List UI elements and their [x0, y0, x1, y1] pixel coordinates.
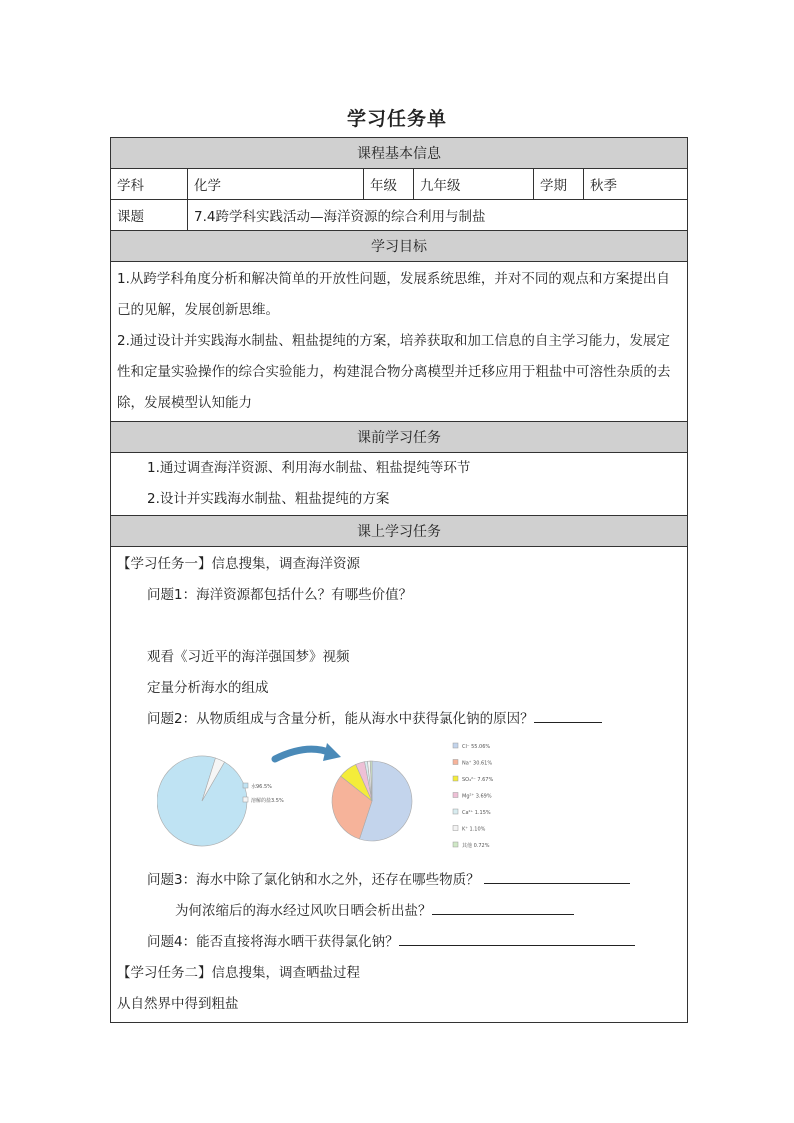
arrow-icon: [275, 749, 331, 759]
term-value: 秋季: [584, 169, 688, 200]
answer-blank-q3b[interactable]: [432, 900, 574, 915]
section-pre-tasks-label: 课前学习任务: [357, 430, 442, 446]
topic-label: 课题: [111, 200, 188, 231]
document-title: 学习任务单: [346, 108, 447, 130]
pie-seawater-water-salt: [157, 756, 247, 846]
legend-water: 水96.5%: [251, 784, 272, 790]
legend-ion-1: Na⁺ 30.61%: [462, 760, 493, 767]
question-3b-line: [117, 896, 681, 927]
answer-blank-q3[interactable]: [484, 869, 630, 884]
class-tasks-content: [111, 547, 688, 1023]
legend-swatch-ion-1: [453, 760, 458, 765]
objectives-content: [111, 262, 688, 422]
answer-blank-q2[interactable]: [534, 708, 602, 723]
grade-value: 九年级: [414, 169, 534, 200]
topic-value: 7.4跨学科实践活动—海洋资源的综合利用与制盐: [188, 200, 688, 231]
task2-title: 【学习任务二】信息搜集，调查晒盐过程: [117, 965, 360, 981]
question-2-line: [117, 704, 681, 735]
legend-swatch-ion-2: [453, 776, 458, 781]
pie-salt-ions: [332, 761, 412, 841]
objective-2: 2.通过设计并实践海水制盐、粗盐提纯的方案，培养获取和加工信息的自主学习能力，发展定性和定量实验操作的综合实验能力，构建混合物分离模型并迁移应用于粗盐中可溶性杂质的去除，发展模型认知能力: [117, 333, 671, 411]
legend-swatch-ion-5: [453, 826, 458, 831]
legend-ion-3: Mg²⁺ 3.69%: [462, 793, 492, 800]
answer-space: [117, 611, 681, 642]
legend-swatch-salt: [243, 797, 248, 802]
section-class-tasks-label: 课上学习任务: [357, 524, 442, 540]
legend-swatch-ion-0: [453, 743, 458, 748]
video-note: 观看《习近平的海洋强国梦》视频: [147, 649, 350, 665]
question-3: 问题3：海水中除了氯化钠和水之外，还存在哪些物质？: [147, 872, 480, 888]
task-sheet-table: [110, 137, 688, 1023]
analysis-note: 定量分析海水的组成: [147, 680, 269, 696]
answer-blank-q4[interactable]: [399, 931, 635, 946]
arrow-head-icon: [323, 743, 341, 761]
legend-swatch-ion-4: [453, 809, 458, 814]
question-4-line: [117, 927, 681, 958]
legend-swatch-water: [243, 783, 248, 788]
pre-task-1: 1.通过调查海洋资源、利用海水制盐、粗盐提纯等环节: [147, 460, 471, 476]
section-objectives: [111, 231, 688, 262]
legend-ion-6: 其他 0.72%: [462, 843, 490, 849]
section-objectives-label: 学习目标: [371, 239, 428, 255]
subject-label: 学科: [111, 169, 188, 200]
section-basic-info-label: 课程基本信息: [357, 146, 442, 162]
seawater-composition-figure: [117, 735, 681, 865]
question-1: 问题1：海洋资源都包括什么？有哪些价值？: [147, 587, 413, 603]
pre-task-2: 2.设计并实践海水制盐、粗盐提纯的方案: [147, 491, 390, 507]
task1-title: 【学习任务一】信息搜集，调查海洋资源: [117, 556, 360, 572]
grade-label: 年级: [364, 169, 414, 200]
from-nature-note: 从自然界中得到粗盐: [117, 996, 239, 1012]
legend-ion-4: Ca²⁺ 1.15%: [462, 810, 491, 816]
question-3-line: [117, 865, 681, 896]
legend-swatch-ion-3: [453, 793, 458, 798]
pre-tasks-content: [111, 453, 688, 516]
question-4: 问题4：能否直接将海水晒干获得氯化钠？: [147, 934, 399, 950]
question-2: 问题2：从物质组成与含量分析，能从海水中获得氯化钠的原因？: [147, 711, 534, 727]
legend-ion-0: Cl⁻ 55.06%: [462, 744, 491, 750]
legend-ion-2: SO₄²⁻ 7.67%: [462, 777, 494, 783]
objective-1: 1.从跨学科角度分析和解决简单的开放性问题，发展系统思维，并对不同的观点和方案提出自己的见解，发展创新思维。: [117, 271, 670, 318]
subject-value: 化学: [188, 169, 364, 200]
legend-swatch-ion-6: [453, 842, 458, 847]
seawater-pie-charts: [157, 735, 437, 861]
section-pre-tasks: [111, 422, 688, 453]
question-3b: 为何浓缩后的海水经过风吹日晒会析出盐？: [175, 903, 432, 919]
legend-ion-5: K⁺ 1.10%: [462, 826, 486, 833]
section-class-tasks: [111, 516, 688, 547]
legend-salt: 溶解的盐3.5%: [251, 798, 284, 804]
section-basic-info: [111, 138, 688, 169]
term-label: 学期: [534, 169, 584, 200]
ion-legend: [451, 735, 511, 861]
